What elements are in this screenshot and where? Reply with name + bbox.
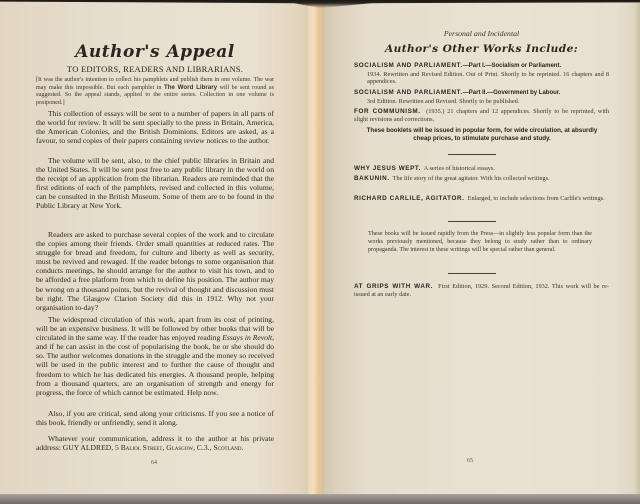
work-title: AT GRIPS WITH WAR. <box>354 283 434 290</box>
work-subtitle: —Part I.—Socialism or Parliament. <box>462 63 562 69</box>
work-entry <box>354 165 609 173</box>
divider <box>448 273 496 274</box>
work-entry <box>354 175 609 183</box>
page-subtitle: TO EDITORS, READERS AND LIBRARIANS. <box>66 64 244 74</box>
work-description: 1934. Rewritten and Revised Edition. Out of Print. Shortly to be reprinted. 16 chapters and 8 appendices. <box>367 70 609 86</box>
paragraph: Also, if you are critical, send along your criticisms. If you see a notice of this book, friendly or unfriendly, send it along. <box>36 409 274 428</box>
paragraph-text: The widespread circulation of this work, apart from its cost of printing, will be an expensive business. It will be followed by other books that will be circulated in the same way. If the reader has enjoyed reading <box>36 315 274 343</box>
booklets-note: These booklets will be issued in popular form, for wide circulation, at absurdly cheap prices, to stimulate purchase and study. <box>366 127 598 142</box>
running-head: Personal and Incidental <box>443 29 520 38</box>
bracketed-note <box>36 77 274 107</box>
paragraph: Readers are asked to purchase several copies of the work and to circulate the copies among their friends. Order small quantities at reduced rates. The struggle for bread and freedom, for culture and liberty as well as security, must be revived and rewaged. If the reader belongs to some organisation that conducts meetings, he should arrange for the author to visit his town, and to be afforded a free platform from which to define his position. The author may be wrong on a thousand points, but the revival of thought and discussion must be right. The Glasgow Clarion Society did this in 1912. Why not your organisation to-day? <box>36 230 274 312</box>
work-description: 3rd Edition. Rewritten and Revised. Shortly to be published. <box>367 97 520 105</box>
page-number: 65 <box>467 458 473 464</box>
address: 5 Baliol Street, Glasgow, C.3., Scotland. <box>115 443 244 453</box>
work-entry <box>354 283 609 298</box>
divider <box>448 221 496 222</box>
divider <box>448 154 496 155</box>
page-edge <box>634 0 640 496</box>
book-spine <box>308 0 324 496</box>
press-note: These books will be issued rapidly from the Press—in slightly less popular form than the works previously mentioned, because they belong to study rather than to ordinary propaganda. The interest in these writings will be special rather than general. <box>368 231 592 253</box>
work-title: FOR COMMUNISM. <box>354 108 421 115</box>
work-title: BAKUNIN. <box>354 175 390 182</box>
work-title: WHY JESUS WEPT. <box>354 165 421 172</box>
work-title: RICHARD CARLILE, AGITATOR. <box>354 195 465 202</box>
note-text: [It was the author's intention to collect his pamphlets and publish them in one volume. The war may make this impossible. But each pamphlet in <box>36 77 274 92</box>
paragraph-text: Whatever your communication, address it to the author at his private address: GUY ALDRED, <box>36 434 274 453</box>
work-entry <box>354 108 609 123</box>
paragraph <box>36 434 274 452</box>
work-entry <box>354 195 609 203</box>
note-text: will be sent round as suggested. So the appeal stands, applied to the entire series. Collection in one volume is postponed.] <box>36 85 274 106</box>
page-title: Author's Other Works Include: <box>384 43 579 55</box>
work-title: SOCIALISM AND PARLIAMENT. <box>354 89 463 96</box>
work-subtitle: —Part II.—Government by Labour. <box>462 90 561 96</box>
work-entry <box>354 62 609 86</box>
paragraph-text: , and if he can assist in the cost of popularising the book, he or she should do so. The author welcomes donations in the struggle and the money so received will be used in the public interest and to further the cause of thought and freedom to which he has dedicated his energies. A thousand people, helping from a thousand quarters, are an organisation of strength and energy for progress, the force of which cannot be estimated. Help now. <box>36 333 274 397</box>
work-entry <box>354 89 609 105</box>
page-number: 64 <box>151 460 157 466</box>
paragraph <box>36 315 274 397</box>
book-bottom-edge <box>0 494 640 504</box>
work-description: Enlarged, to include selections from Carlile's writings. <box>467 195 605 202</box>
page-title: Author's Appeal <box>75 42 235 62</box>
work-description: The life story of the great agitator. With his collected writings. <box>392 175 550 182</box>
work-description: First Edition, 1929. Second Edition, 1932. This work will be re-issued at an early date. <box>354 283 609 298</box>
paragraph: This collection of essays will be sent to a number of papers in all parts of the world for review. It will be sent specially to the press in Britain, America, the American Colonies, and the British Dominions. Editors are asked, as a favour, to send copies of their papers containing review notices to the author. <box>36 109 274 146</box>
work-description: A series of historical essays. <box>423 165 495 172</box>
work-description: (1935.) 21 chapters and 12 appendices. Shortly to be reprinted, with slight revisions and corrections. <box>354 108 609 123</box>
work-title: SOCIALISM AND PARLIAMENT. <box>354 62 463 69</box>
series-name: The Word Library <box>163 84 218 92</box>
book-title: Essays in Revolt <box>222 333 273 343</box>
paragraph: The volume will be sent, also, to the chief public libraries in Britain and the United States. It will be sent post free to any public library in the world on the receipt of an application from the librarian. Readers are reminded that the first editions of each of the pamphlets, revised and collected in this volume, can be consulted in the British Museum. Some of them are to be found in the Public Library at New York. <box>36 156 274 211</box>
